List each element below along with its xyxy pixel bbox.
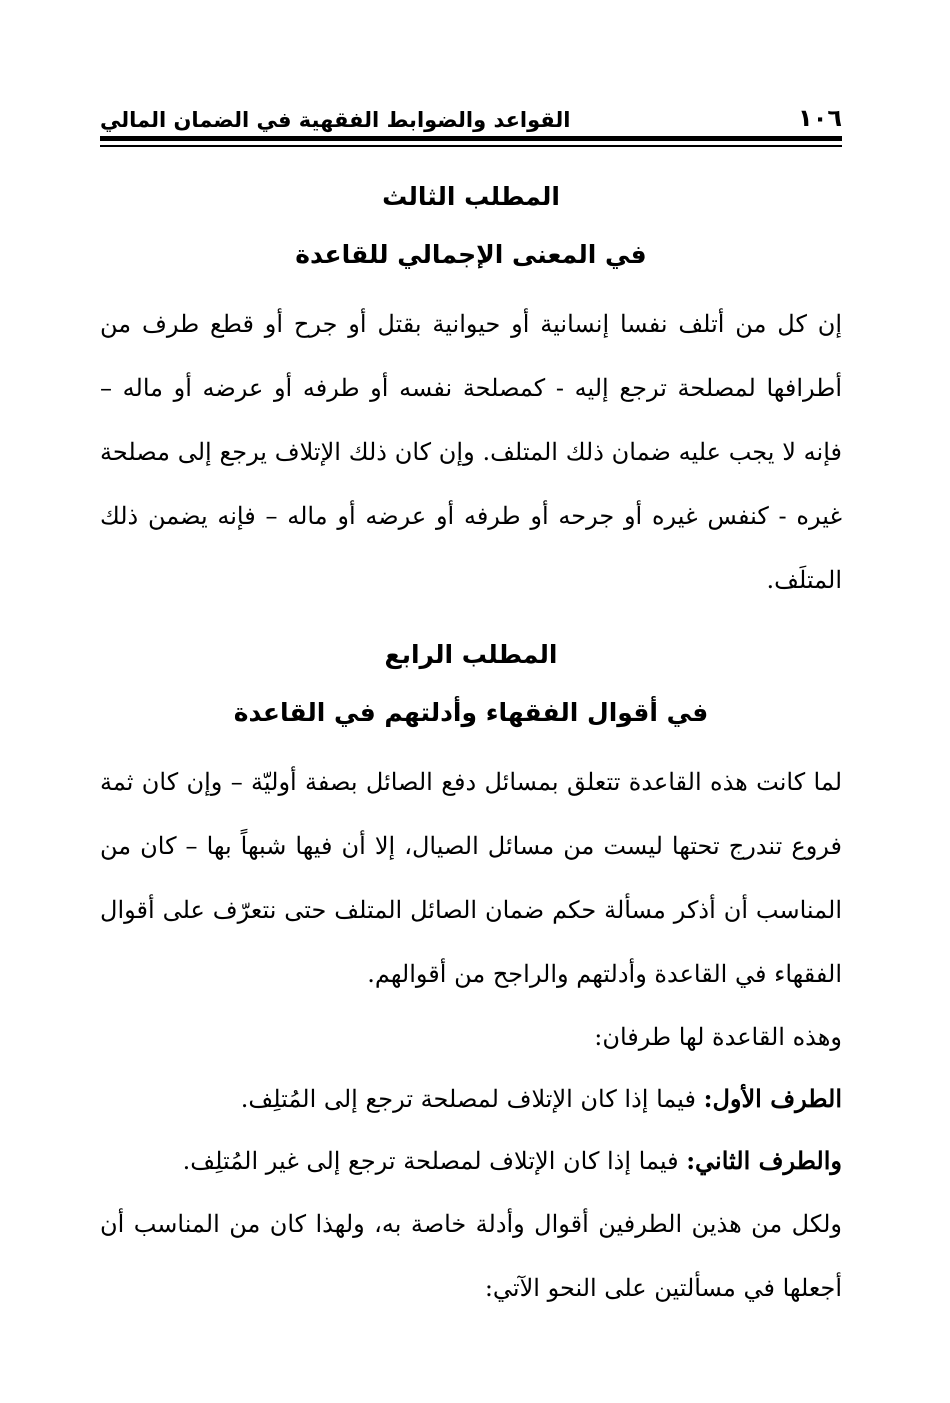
section-3-title: المطلب الثالث xyxy=(382,182,560,211)
sides-intro: وهذه القاعدة لها طرفان: xyxy=(594,1023,842,1051)
second-side-line xyxy=(100,1130,842,1192)
header-rule-thin xyxy=(100,145,842,147)
first-side-text: فيما إذا كان الإتلاف لمصلحة ترجع إلى المُتلِف. xyxy=(240,1085,704,1113)
section-3-paragraph: إن كل من أتلف نفسا إنسانية أو حيوانية بقتل أو جرح أو قطع طرف من أطرافها لمصلحة ترجع إليه - كمصلحة نفسه أو طرفه أو عرضه أو ماله – فإنه لا يجب عليه ضمان ذلك المتلف. وإن كان ذلك الإتلاف يرجع إلى مصلحة غيره - كنفس غيره أو جرحه أو طرفه أو عرضه أو ماله – فإنه يضمن ذلك المتلَف. xyxy=(100,310,842,594)
header-rule-thick xyxy=(100,136,842,141)
section-3-subtitle: في المعنى الإجمالي للقاعدة xyxy=(295,240,647,269)
second-side-label: والطرف الثاني: xyxy=(686,1146,842,1175)
section-4-subtitle: في أقوال الفقهاء وأدلتهم في القاعدة xyxy=(233,698,709,727)
section-4-paragraph: لما كانت هذه القاعدة تتعلق بمسائل دفع الصائل بصفة أوليّة – وإن كان ثمة فروع تندرج تحتها ليست من مسائل الصيال، إلا أن فيها شبهاً بها – كان من المناسب أن أذكر مسألة حكم ضمان الصائل المتلف حتى نتعرّف على أقوال الفقهاء في القاعدة وأدلتهم والراجح من أقوالهم. xyxy=(100,768,843,988)
first-side-line xyxy=(100,1068,842,1130)
closing-paragraph: ولكل من هذين الطرفين أقوال وأدلة خاصة به، ولهذا كان من المناسب أن أجعلها في مسألتين على النحو الآتي: xyxy=(100,1210,842,1302)
first-side-label: الطرف الأول: xyxy=(703,1084,842,1113)
page-body xyxy=(100,168,842,1320)
page-number: ١٠٦ xyxy=(798,104,842,132)
running-header xyxy=(100,92,842,132)
book-title: القواعد والضوابط الفقهية في الضمان المالي xyxy=(100,108,571,132)
second-side-text: فيما إذا كان الإتلاف لمصلحة ترجع إلى غير المُتلِف. xyxy=(182,1147,687,1175)
section-4-title: المطلب الرابع xyxy=(384,640,558,669)
